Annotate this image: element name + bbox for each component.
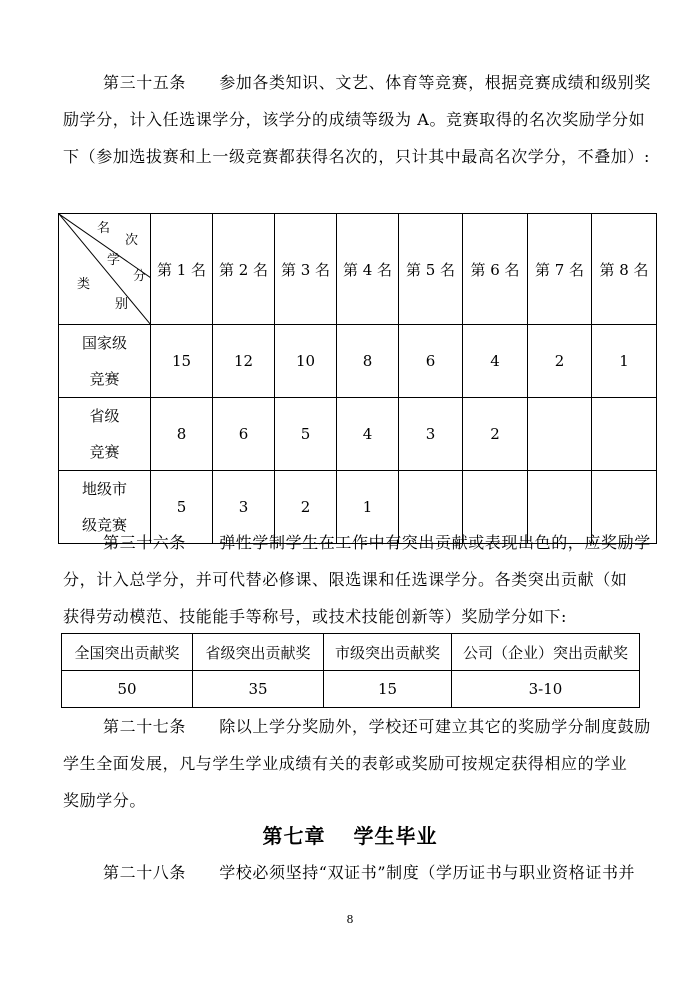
rank-header: 第 1 名 <box>151 214 213 325</box>
award-type-header: 市级突出贡献奖 <box>324 634 452 671</box>
article-36 <box>63 524 663 635</box>
article-27-line: 奖励学分。 <box>63 791 147 810</box>
corner-label: 学 <box>107 253 121 268</box>
credit-cell: 6 <box>399 325 463 398</box>
category-line: 级竞赛 <box>81 516 127 534</box>
article-35 <box>63 64 663 175</box>
chapter-title: 学生毕业 <box>353 824 438 848</box>
table-row <box>59 398 657 471</box>
article-36-line: 获得劳动模范、技能能手等称号，或技术技能创新等）奖励学分如下: <box>63 607 567 626</box>
credit-cell: 4 <box>337 398 399 471</box>
credit-cell: 50 <box>62 671 193 708</box>
table-row <box>62 634 640 671</box>
credit-cell: 3 <box>399 398 463 471</box>
chapter-number: 第七章 <box>262 824 326 848</box>
category-line: 竞赛 <box>89 370 120 388</box>
article-27-line: 学生全面发展，凡与学生学业成绩有关的表彰或奖励可按规定获得相应的学业 <box>63 754 628 773</box>
award-type-header: 公司（企业）突出贡献奖 <box>452 634 640 671</box>
credit-cell: 12 <box>213 325 275 398</box>
category-line: 省级 <box>89 407 120 425</box>
credit-cell: 2 <box>463 398 528 471</box>
article-36-line: 第三十六条 弹性学制学生在工作中有突出贡献或表现出色的，应奖励学 <box>103 533 651 552</box>
credit-cell: 2 <box>275 471 337 544</box>
credit-cell <box>592 398 657 471</box>
corner-label: 名 <box>97 221 111 236</box>
credit-cell <box>528 398 592 471</box>
competition-award-table <box>58 213 657 544</box>
corner-label: 别 <box>115 297 129 312</box>
corner-label: 次 <box>125 233 139 248</box>
article-28-line: 第二十八条 学校必须坚持“双证书”制度（学历证书与职业资格证书并 <box>103 863 636 882</box>
table-row <box>62 671 640 708</box>
credit-cell: 6 <box>213 398 275 471</box>
credit-cell: 5 <box>151 471 213 544</box>
credit-cell: 8 <box>337 325 399 398</box>
corner-label: 分 <box>133 269 147 284</box>
article-35-line: 第三十五条 参加各类知识、文艺、体育等竞赛，根据竞赛成绩和级别奖 <box>103 73 651 92</box>
credit-cell: 2 <box>528 325 592 398</box>
rank-header: 第 7 名 <box>528 214 592 325</box>
page-number: 8 <box>346 913 354 926</box>
table-row <box>59 325 657 398</box>
credit-cell: 8 <box>151 398 213 471</box>
table-corner-header <box>59 214 151 325</box>
category-line: 地级市 <box>81 480 127 498</box>
article-28 <box>63 854 663 891</box>
chapter-heading <box>0 820 700 849</box>
award-type-header: 全国突出贡献奖 <box>62 634 193 671</box>
rank-header: 第 3 名 <box>275 214 337 325</box>
corner-label: 类 <box>77 277 91 292</box>
category-line: 竞赛 <box>89 443 120 461</box>
category-line: 国家级 <box>81 334 127 352</box>
article-27 <box>63 708 663 819</box>
article-27-line: 第二十七条 除以上学分奖励外，学校还可建立其它的奖励学分制度鼓励 <box>103 717 651 736</box>
article-35-line: 下（参加选拔赛和上一级竞赛都获得名次的，只计其中最高名次学分，不叠加）: <box>63 147 650 166</box>
article-35-line: 励学分，计入任选课学分，该学分的成绩等级为 A。竞赛取得的名次奖励学分如 <box>63 110 646 129</box>
credit-cell: 10 <box>275 325 337 398</box>
credit-cell: 1 <box>337 471 399 544</box>
contribution-award-table <box>61 633 640 708</box>
rank-header: 第 8 名 <box>592 214 657 325</box>
rank-header: 第 6 名 <box>463 214 528 325</box>
category-cell <box>59 398 151 471</box>
rank-header: 第 2 名 <box>213 214 275 325</box>
credit-cell: 15 <box>151 325 213 398</box>
category-cell <box>59 325 151 398</box>
credit-cell: 5 <box>275 398 337 471</box>
credit-cell: 3 <box>213 471 275 544</box>
credit-cell: 4 <box>463 325 528 398</box>
rank-header: 第 5 名 <box>399 214 463 325</box>
credit-cell: 35 <box>193 671 324 708</box>
credit-cell: 3-10 <box>452 671 640 708</box>
credit-cell: 1 <box>592 325 657 398</box>
rank-header: 第 4 名 <box>337 214 399 325</box>
award-type-header: 省级突出贡献奖 <box>193 634 324 671</box>
article-36-line: 分，计入总学分，并可代替必修课、限选课和任选课学分。各类突出贡献（如 <box>63 570 628 589</box>
credit-cell: 15 <box>324 671 452 708</box>
